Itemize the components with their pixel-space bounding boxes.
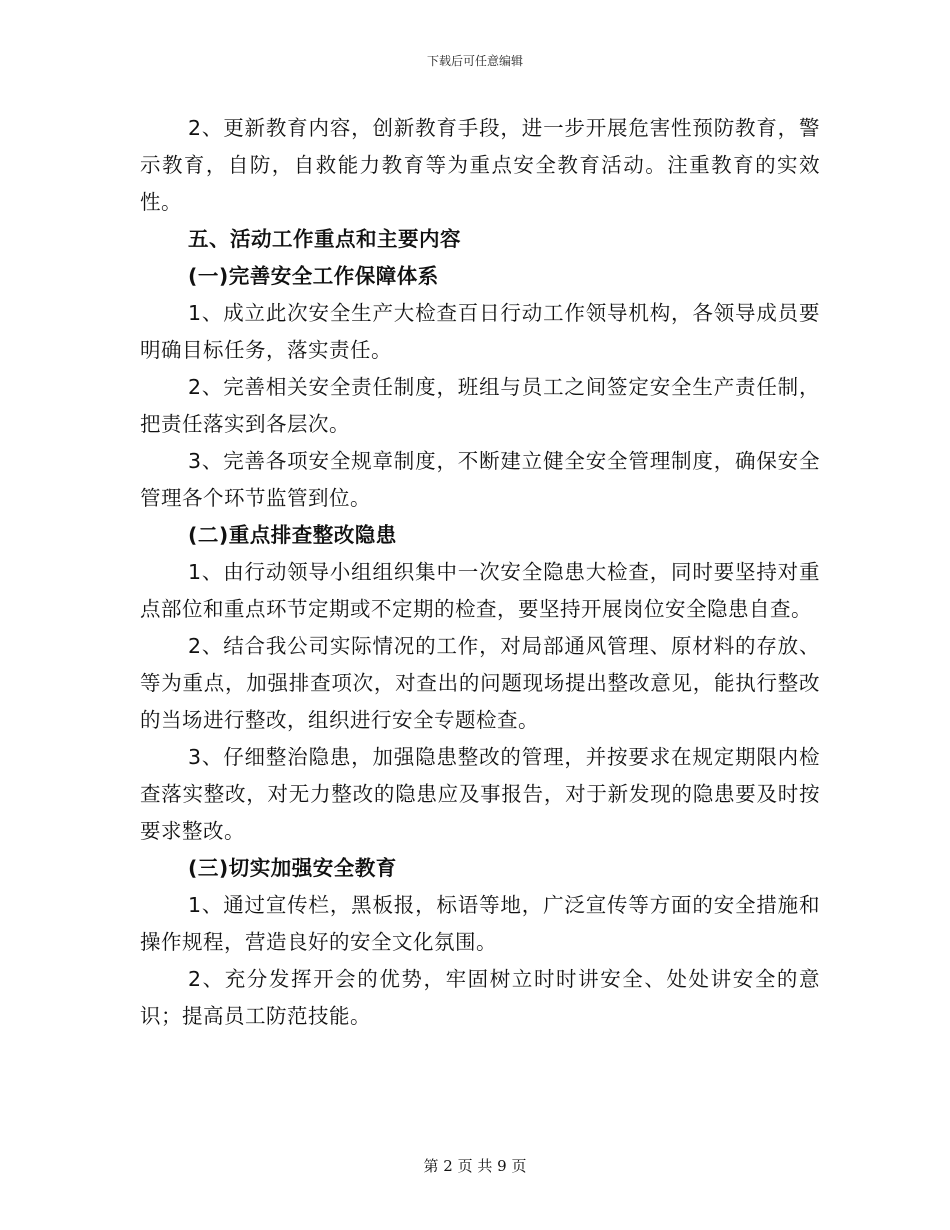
paragraph: 3、仔细整治隐患，加强隐患整改的管理，并按要求在规定期限内检查落实整改，对无力整改的隐患应及事报告，对于新发现的隐患要及时按要求整改。 bbox=[140, 745, 820, 843]
paragraph: 1、通过宣传栏，黑板报，标语等地，广泛宣传等方面的安全措施和操作规程，营造良好的安全文化氛围。 bbox=[140, 893, 820, 954]
paragraph: 3、完善各项安全规章制度，不断建立健全安全管理制度，确保安全管理各个环节监管到位。 bbox=[140, 449, 820, 510]
paragraph: 1、成立此次安全生产大检查百日行动工作领导机构，各领导成员要明确目标任务，落实责任。 bbox=[140, 301, 820, 362]
paragraph: 2、完善相关安全责任制度，班组与员工之间签定安全生产责任制，把责任落实到各层次。 bbox=[140, 375, 820, 436]
paragraph: 2、结合我公司实际情况的工作，对局部通风管理、原材料的存放、等为重点，加强排查项次，对查出的问题现场提出整改意见，能执行整改的当场进行整改，组织进行安全专题检查。 bbox=[140, 634, 820, 732]
subsection-heading: (二)重点排查整改隐患 bbox=[188, 523, 397, 547]
paragraph: 2、更新教育内容，创新教育手段，进一步开展危害性预防教育，警示教育，自防，自救能力教育等为重点安全教育活动。注重教育的实效性。 bbox=[140, 116, 820, 214]
section-heading: 五、活动工作重点和主要内容 bbox=[188, 227, 461, 251]
document-body bbox=[140, 110, 820, 1035]
subsection-heading: (三)切实加强安全教育 bbox=[188, 856, 397, 880]
subsection-heading: (一)完善安全工作保障体系 bbox=[188, 264, 439, 288]
page-number: 第 2 页 共 9 页 bbox=[423, 1157, 527, 1175]
page-header: 下载后可任意编辑 bbox=[426, 54, 523, 68]
paragraph: 2、充分发挥开会的优势，牢固树立时时讲安全、处处讲安全的意识；提高员工防范技能。 bbox=[140, 967, 820, 1028]
paragraph: 1、由行动领导小组组织集中一次安全隐患大检查，同时要坚持对重点部位和重点环节定期或不定期的检查，要坚持开展岗位安全隐患自查。 bbox=[140, 560, 820, 621]
